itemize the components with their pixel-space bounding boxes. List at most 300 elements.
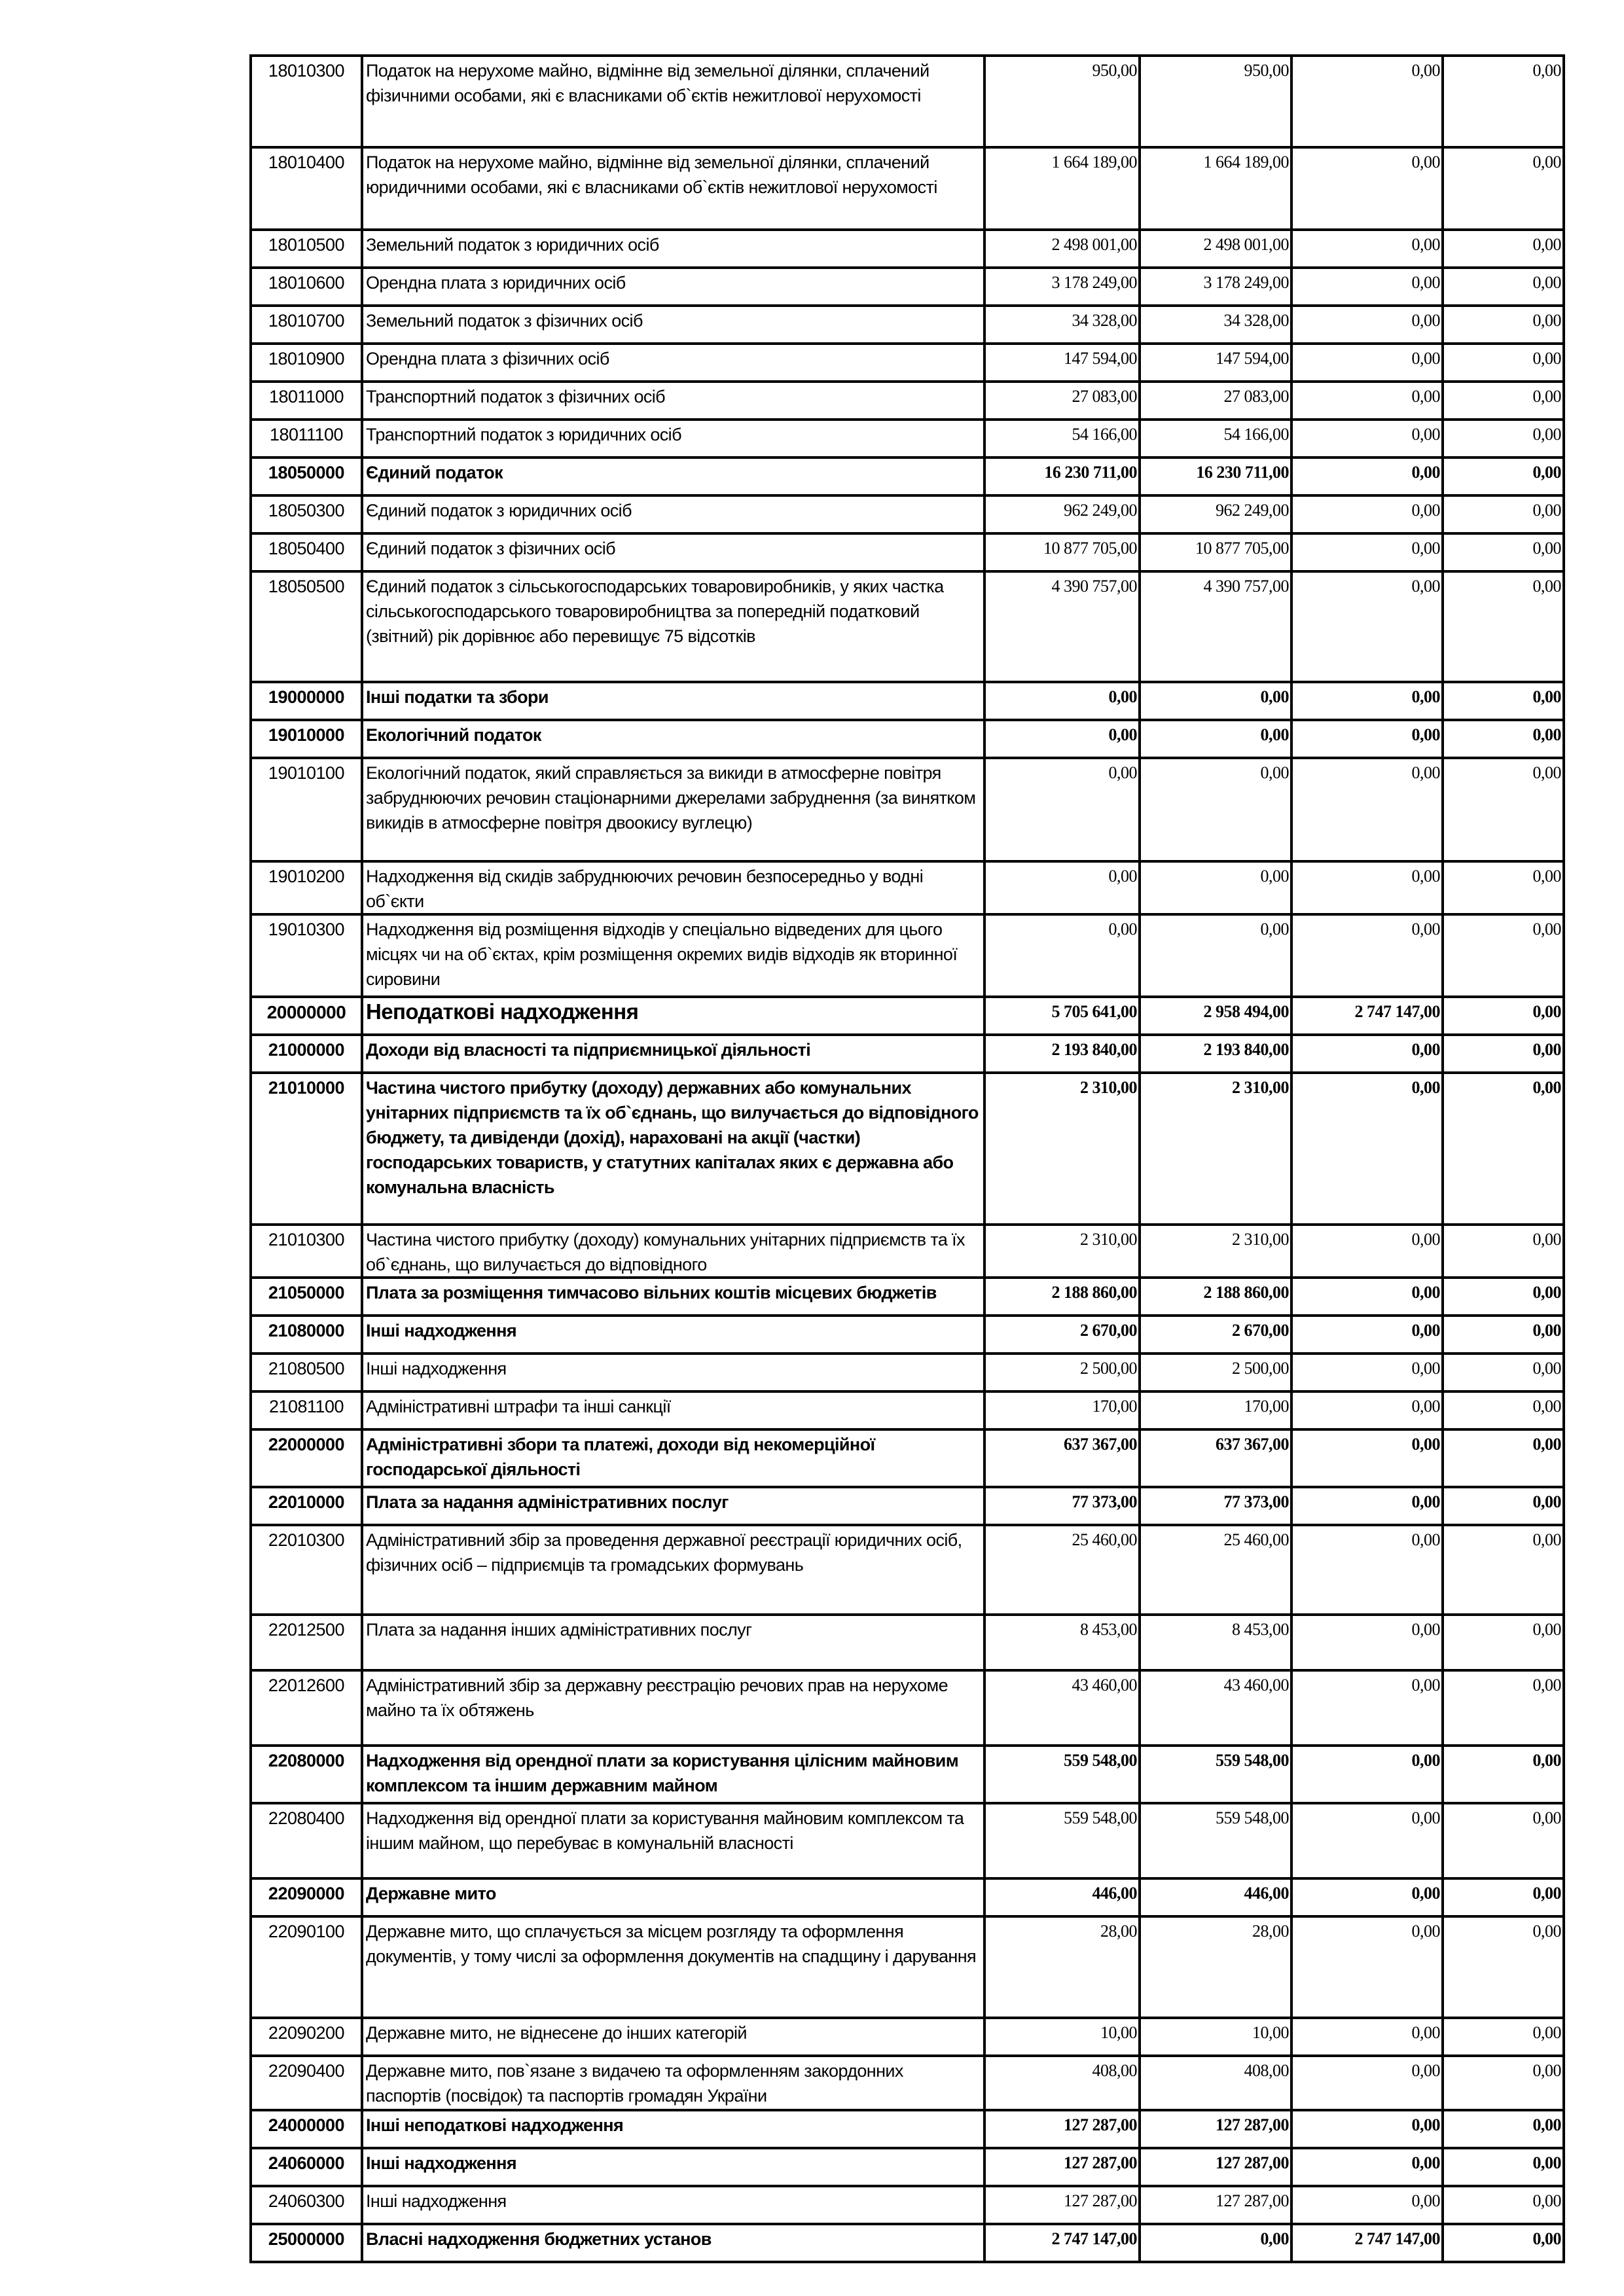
revenue-code <box>251 1746 362 1803</box>
plan-total-amount-text: 0,00 <box>1108 687 1137 706</box>
general-fund-amount-text: 3 178 249,00 <box>1203 273 1289 292</box>
special-fund-amount <box>1291 861 1443 914</box>
revenue-name <box>362 344 984 382</box>
revenue-name-text: Інші надходження <box>366 2191 507 2211</box>
revenue-name <box>362 495 984 533</box>
development-fund-amount <box>1443 758 1564 861</box>
special-fund-amount-text: 0,00 <box>1411 920 1440 939</box>
revenue-code-text: 22090400 <box>268 2061 345 2081</box>
development-fund-amount-text: 0,00 <box>1532 387 1561 406</box>
development-fund-amount <box>1443 997 1564 1035</box>
plan-total-amount <box>984 1487 1140 1525</box>
revenue-code <box>251 1670 362 1746</box>
special-fund-amount-text: 0,00 <box>1411 1359 1440 1378</box>
development-fund-amount <box>1443 1073 1564 1225</box>
revenue-table <box>249 54 1565 2263</box>
development-fund-amount <box>1443 382 1564 420</box>
revenue-name-text: Інші надходження <box>366 1321 516 1340</box>
table-row <box>251 344 1564 382</box>
special-fund-amount-text: 0,00 <box>1411 1040 1440 1059</box>
table-row <box>251 720 1564 758</box>
special-fund-amount-text: 0,00 <box>1411 539 1440 558</box>
revenue-name <box>362 56 984 147</box>
special-fund-amount-text: 0,00 <box>1411 1321 1440 1340</box>
general-fund-amount-text: 2 958 494,00 <box>1203 1002 1289 1021</box>
development-fund-amount <box>1443 682 1564 720</box>
general-fund-amount-text: 2 188 860,00 <box>1203 1283 1289 1302</box>
plan-total-amount <box>984 1525 1140 1615</box>
revenue-code-text: 21080000 <box>268 1321 345 1340</box>
special-fund-amount <box>1291 1670 1443 1746</box>
development-fund-amount-text: 0,00 <box>1532 2191 1561 2210</box>
development-fund-amount-text: 0,00 <box>1532 1620 1561 1639</box>
revenue-code <box>251 914 362 997</box>
table-row <box>251 1615 1564 1670</box>
general-fund-amount-text: 2 500,00 <box>1232 1359 1289 1378</box>
development-fund-amount-text: 0,00 <box>1532 2153 1561 2172</box>
development-fund-amount <box>1443 1278 1564 1316</box>
development-fund-amount-text: 0,00 <box>1532 1359 1561 1378</box>
revenue-name <box>362 1916 984 2018</box>
development-fund-amount-text: 0,00 <box>1532 235 1561 254</box>
table-row <box>251 2110 1564 2148</box>
general-fund-amount-text: 27 083,00 <box>1223 387 1289 406</box>
revenue-code <box>251 2224 362 2262</box>
general-fund-amount-text: 559 548,00 <box>1216 1751 1289 1770</box>
general-fund-amount <box>1140 861 1291 914</box>
revenue-name-text: Надходження від орендної плати за користування майновим комплексом та іншим майном, що перебуває в комунальній власності <box>366 1808 964 1853</box>
development-fund-amount-text: 0,00 <box>1532 577 1561 596</box>
revenue-code-text: 22090100 <box>268 1922 345 1941</box>
special-fund-amount-text: 0,00 <box>1411 2023 1440 2042</box>
revenue-name-text: Земельний податок з юридичних осіб <box>366 235 659 255</box>
table-row <box>251 1429 1564 1487</box>
revenue-code-text: 18010300 <box>268 61 345 81</box>
special-fund-amount-text: 0,00 <box>1411 2153 1440 2172</box>
table-row <box>251 2018 1564 2056</box>
special-fund-amount <box>1291 2186 1443 2224</box>
development-fund-amount-text: 0,00 <box>1532 349 1561 368</box>
special-fund-amount <box>1291 1746 1443 1803</box>
general-fund-amount-text: 0,00 <box>1260 763 1289 782</box>
revenue-code <box>251 2018 362 2056</box>
plan-total-amount <box>984 1615 1140 1670</box>
revenue-code <box>251 1316 362 1354</box>
plan-total-amount-text: 559 548,00 <box>1064 1751 1137 1770</box>
revenue-code-text: 22090000 <box>268 1884 345 1903</box>
revenue-name-text: Державне мито, не віднесене до інших категорій <box>366 2023 747 2043</box>
revenue-name-text: Єдиний податок з фізичних осіб <box>366 539 616 558</box>
general-fund-amount-text: 147 594,00 <box>1216 349 1289 368</box>
revenue-name <box>362 1525 984 1615</box>
development-fund-amount <box>1443 495 1564 533</box>
plan-total-amount <box>984 1429 1140 1487</box>
table-row <box>251 420 1564 457</box>
development-fund-amount-text: 0,00 <box>1532 1751 1561 1770</box>
revenue-name-text: Надходження від розміщення відходів у спеціально відведених для цього місцях чи на об`єктах, крім розміщення окремих видів відходів як вторинної сировини <box>366 920 958 989</box>
general-fund-amount-text: 446,00 <box>1244 1884 1289 1903</box>
plan-total-amount-text: 2 498 001,00 <box>1051 235 1137 254</box>
development-fund-amount <box>1443 2018 1564 2056</box>
revenue-code-text: 22000000 <box>268 1435 345 1454</box>
table-row <box>251 1746 1564 1803</box>
special-fund-amount <box>1291 1391 1443 1429</box>
revenue-code-text: 22010000 <box>268 1492 345 1512</box>
special-fund-amount <box>1291 56 1443 147</box>
general-fund-amount-text: 0,00 <box>1260 2229 1289 2248</box>
special-fund-amount-text: 0,00 <box>1411 463 1440 482</box>
special-fund-amount-text: 0,00 <box>1411 1676 1440 1695</box>
plan-total-amount <box>984 914 1140 997</box>
special-fund-amount-text: 0,00 <box>1411 61 1440 80</box>
special-fund-amount <box>1291 1803 1443 1878</box>
revenue-name-text: Державне мито <box>366 1884 496 1903</box>
revenue-code-text: 19000000 <box>268 687 345 707</box>
special-fund-amount-text: 0,00 <box>1411 1884 1440 1903</box>
revenue-code <box>251 1525 362 1615</box>
development-fund-amount <box>1443 2056 1564 2110</box>
revenue-code-text: 24000000 <box>268 2115 345 2135</box>
general-fund-amount <box>1140 1278 1291 1316</box>
revenue-code <box>251 1487 362 1525</box>
revenue-code <box>251 457 362 495</box>
table-row <box>251 682 1564 720</box>
plan-total-amount-text: 25 460,00 <box>1072 1530 1137 1549</box>
plan-total-amount-text: 0,00 <box>1108 725 1137 744</box>
special-fund-amount-text: 0,00 <box>1411 763 1440 782</box>
general-fund-amount <box>1140 1225 1291 1278</box>
general-fund-amount <box>1140 268 1291 306</box>
general-fund-amount <box>1140 2018 1291 2056</box>
plan-total-amount-text: 559 548,00 <box>1064 1808 1137 1827</box>
plan-total-amount-text: 2 747 147,00 <box>1051 2229 1137 2248</box>
plan-total-amount-text: 16 230 711,00 <box>1044 463 1137 482</box>
plan-total-amount-text: 950,00 <box>1092 61 1137 80</box>
revenue-name-text: Частина чистого прибутку (доходу) державних або комунальних унітарних підприємств та їх об`єднань, що вилучається до відповідного бюджету, та дивіденди (дохід), нараховані на акції (частки) господарських товариств, у статутних капіталах яких є державна або комунальна власність <box>366 1078 979 1197</box>
table-row <box>251 1916 1564 2018</box>
development-fund-amount-text: 0,00 <box>1532 501 1561 520</box>
special-fund-amount <box>1291 457 1443 495</box>
development-fund-amount <box>1443 1225 1564 1278</box>
special-fund-amount-text: 0,00 <box>1411 1751 1440 1770</box>
table-row <box>251 230 1564 268</box>
revenue-code-text: 21010000 <box>268 1078 345 1098</box>
general-fund-amount <box>1140 571 1291 682</box>
special-fund-amount <box>1291 1354 1443 1391</box>
revenue-name <box>362 2018 984 2056</box>
special-fund-amount <box>1291 571 1443 682</box>
revenue-name <box>362 1316 984 1354</box>
revenue-name-text: Інші податки та збори <box>366 687 549 707</box>
revenue-code-text: 24060000 <box>268 2153 345 2173</box>
plan-total-amount <box>984 1073 1140 1225</box>
table-row <box>251 1035 1564 1073</box>
revenue-name <box>362 997 984 1035</box>
general-fund-amount <box>1140 914 1291 997</box>
revenue-code <box>251 1615 362 1670</box>
development-fund-amount <box>1443 147 1564 230</box>
revenue-name <box>362 2148 984 2186</box>
general-fund-amount-text: 8 453,00 <box>1232 1620 1289 1639</box>
development-fund-amount-text: 0,00 <box>1532 1808 1561 1827</box>
revenue-code-text: 18050500 <box>268 577 345 596</box>
development-fund-amount <box>1443 344 1564 382</box>
general-fund-amount-text: 1 664 189,00 <box>1203 152 1289 171</box>
revenue-code-text: 18011000 <box>268 387 344 406</box>
special-fund-amount <box>1291 1487 1443 1525</box>
revenue-code <box>251 1035 362 1073</box>
revenue-code <box>251 306 362 344</box>
development-fund-amount <box>1443 1429 1564 1487</box>
plan-total-amount <box>984 382 1140 420</box>
revenue-name-text: Екологічний податок, який справляється за викиди в атмосферне повітря забруднюючих речовин стаціонарними джерелами забруднення (за винятком викидів в атмосферне повітря двоокису вуглецю) <box>366 763 976 833</box>
plan-total-amount-text: 27 083,00 <box>1072 387 1137 406</box>
revenue-name <box>362 571 984 682</box>
special-fund-amount <box>1291 997 1443 1035</box>
revenue-code-text: 20000000 <box>266 1002 346 1022</box>
revenue-name <box>362 1278 984 1316</box>
development-fund-amount-text: 0,00 <box>1532 1492 1561 1511</box>
special-fund-amount-text: 0,00 <box>1411 2061 1440 2080</box>
plan-total-amount-text: 637 367,00 <box>1064 1435 1137 1454</box>
general-fund-amount-text: 77 373,00 <box>1223 1492 1289 1511</box>
general-fund-amount <box>1140 1487 1291 1525</box>
special-fund-amount <box>1291 1316 1443 1354</box>
special-fund-amount <box>1291 1916 1443 2018</box>
table-row <box>251 758 1564 861</box>
development-fund-amount-text: 0,00 <box>1532 687 1561 706</box>
revenue-code <box>251 1803 362 1878</box>
revenue-code <box>251 56 362 147</box>
special-fund-amount <box>1291 533 1443 571</box>
table-row <box>251 1073 1564 1225</box>
special-fund-amount-text: 0,00 <box>1411 577 1440 596</box>
special-fund-amount <box>1291 420 1443 457</box>
special-fund-amount <box>1291 682 1443 720</box>
general-fund-amount <box>1140 758 1291 861</box>
table-row <box>251 2056 1564 2110</box>
special-fund-amount-text: 0,00 <box>1411 1078 1440 1097</box>
table-row <box>251 268 1564 306</box>
revenue-name <box>362 230 984 268</box>
plan-total-amount-text: 1 664 189,00 <box>1051 152 1137 171</box>
table-row <box>251 1525 1564 1615</box>
general-fund-amount <box>1140 1916 1291 2018</box>
plan-total-amount <box>984 268 1140 306</box>
special-fund-amount-text: 0,00 <box>1411 235 1440 254</box>
general-fund-amount-text: 0,00 <box>1260 920 1289 939</box>
development-fund-amount-text: 0,00 <box>1532 2229 1561 2248</box>
development-fund-amount <box>1443 533 1564 571</box>
development-fund-amount <box>1443 1615 1564 1670</box>
revenue-code-text: 22012600 <box>268 1676 345 1695</box>
development-fund-amount <box>1443 457 1564 495</box>
general-fund-amount <box>1140 420 1291 457</box>
table-row <box>251 306 1564 344</box>
general-fund-amount <box>1140 1670 1291 1746</box>
revenue-code-text: 19010000 <box>268 725 345 745</box>
general-fund-amount <box>1140 1354 1291 1391</box>
plan-total-amount <box>984 1225 1140 1278</box>
plan-total-amount-text: 127 287,00 <box>1064 2153 1137 2172</box>
special-fund-amount <box>1291 1035 1443 1073</box>
plan-total-amount-text: 4 390 757,00 <box>1051 577 1137 596</box>
revenue-name <box>362 914 984 997</box>
general-fund-amount <box>1140 2110 1291 2148</box>
general-fund-amount <box>1140 533 1291 571</box>
revenue-code <box>251 1878 362 1916</box>
revenue-code <box>251 495 362 533</box>
development-fund-amount <box>1443 268 1564 306</box>
plan-total-amount-text: 5 705 641,00 <box>1051 1002 1137 1021</box>
revenue-name <box>362 147 984 230</box>
general-fund-amount <box>1140 457 1291 495</box>
table-row <box>251 1487 1564 1525</box>
plan-total-amount-text: 0,00 <box>1108 867 1137 886</box>
revenue-name <box>362 420 984 457</box>
plan-total-amount <box>984 306 1140 344</box>
revenue-name <box>362 2224 984 2262</box>
revenue-code <box>251 1354 362 1391</box>
special-fund-amount <box>1291 2056 1443 2110</box>
plan-total-amount-text: 962 249,00 <box>1064 501 1137 520</box>
general-fund-amount <box>1140 1073 1291 1225</box>
plan-total-amount <box>984 2018 1140 2056</box>
revenue-code-text: 18010500 <box>268 235 345 255</box>
special-fund-amount-text: 0,00 <box>1411 1283 1440 1302</box>
development-fund-amount-text: 0,00 <box>1532 1530 1561 1549</box>
special-fund-amount <box>1291 2110 1443 2148</box>
plan-total-amount-text: 147 594,00 <box>1064 349 1137 368</box>
table-row <box>251 56 1564 147</box>
plan-total-amount-text: 127 287,00 <box>1064 2191 1137 2210</box>
revenue-name <box>362 2186 984 2224</box>
plan-total-amount <box>984 1746 1140 1803</box>
plan-total-amount <box>984 2110 1140 2148</box>
development-fund-amount <box>1443 2224 1564 2262</box>
revenue-name-text: Транспортний податок з юридичних осіб <box>366 425 681 444</box>
general-fund-amount-text: 127 287,00 <box>1216 2191 1289 2210</box>
development-fund-amount <box>1443 1487 1564 1525</box>
revenue-name-text: Надходження від скидів забруднюючих речовин безпосередньо у водні об`єкти <box>366 867 924 910</box>
revenue-name <box>362 1746 984 1803</box>
revenue-code-text: 19010100 <box>268 763 345 783</box>
special-fund-amount-text: 0,00 <box>1411 152 1440 171</box>
special-fund-amount-text: 0,00 <box>1411 349 1440 368</box>
revenue-code <box>251 344 362 382</box>
revenue-code <box>251 997 362 1035</box>
revenue-name <box>362 758 984 861</box>
special-fund-amount <box>1291 1878 1443 1916</box>
development-fund-amount-text: 0,00 <box>1532 1397 1561 1416</box>
special-fund-amount-text: 0,00 <box>1411 311 1440 330</box>
general-fund-amount-text: 170,00 <box>1244 1397 1289 1416</box>
revenue-name-text: Транспортний податок з фізичних осіб <box>366 387 666 406</box>
plan-total-amount <box>984 571 1140 682</box>
special-fund-amount-text: 0,00 <box>1411 1808 1440 1827</box>
plan-total-amount-text: 2 670,00 <box>1080 1321 1137 1340</box>
revenue-name-text: Єдиний податок з юридичних осіб <box>366 501 632 520</box>
revenue-code-text: 21080500 <box>268 1359 345 1378</box>
plan-total-amount <box>984 56 1140 147</box>
general-fund-amount-text: 2 670,00 <box>1232 1321 1289 1340</box>
development-fund-amount <box>1443 1354 1564 1391</box>
development-fund-amount-text: 0,00 <box>1532 2115 1561 2134</box>
table-row <box>251 147 1564 230</box>
revenue-name-text: Частина чистого прибутку (доходу) комунальних унітарних підприємств та їх об`єднань, що вилучається до відповідного <box>366 1230 965 1274</box>
special-fund-amount-text: 0,00 <box>1411 273 1440 292</box>
special-fund-amount-text: 2 747 147,00 <box>1354 2229 1440 2248</box>
development-fund-amount-text: 0,00 <box>1532 152 1561 171</box>
table-row <box>251 1803 1564 1878</box>
revenue-code <box>251 533 362 571</box>
revenue-name <box>362 682 984 720</box>
revenue-name-text: Інші надходження <box>366 2153 516 2173</box>
special-fund-amount <box>1291 1225 1443 1278</box>
revenue-code-text: 22010300 <box>268 1530 345 1550</box>
special-fund-amount <box>1291 1278 1443 1316</box>
plan-total-amount-text: 0,00 <box>1108 763 1137 782</box>
development-fund-amount-text: 0,00 <box>1532 763 1561 782</box>
table-row <box>251 382 1564 420</box>
plan-total-amount <box>984 720 1140 758</box>
revenue-code <box>251 2186 362 2224</box>
general-fund-amount-text: 54 166,00 <box>1223 425 1289 444</box>
general-fund-amount-text: 408,00 <box>1244 2061 1289 2080</box>
general-fund-amount <box>1140 147 1291 230</box>
revenue-name <box>362 861 984 914</box>
table-row <box>251 1670 1564 1746</box>
table-row <box>251 1225 1564 1278</box>
revenue-code-text: 22090200 <box>268 2023 345 2043</box>
revenue-name-text: Плата за надання інших адміністративних послуг <box>366 1620 752 1640</box>
revenue-code-text: 21010300 <box>268 1230 345 1249</box>
plan-total-amount-text: 2 310,00 <box>1080 1078 1137 1097</box>
revenue-name-text: Власні надходження бюджетних установ <box>366 2229 712 2249</box>
revenue-code-text: 18050400 <box>268 539 345 558</box>
general-fund-amount <box>1140 682 1291 720</box>
development-fund-amount <box>1443 1916 1564 2018</box>
table-row <box>251 1278 1564 1316</box>
table-row <box>251 997 1564 1035</box>
revenue-name <box>362 1354 984 1391</box>
revenue-name <box>362 1391 984 1429</box>
development-fund-amount-text: 0,00 <box>1532 1676 1561 1695</box>
general-fund-amount-text: 127 287,00 <box>1216 2153 1289 2172</box>
plan-total-amount-text: 2 188 860,00 <box>1051 1283 1137 1302</box>
table-row <box>251 2186 1564 2224</box>
revenue-code-text: 18011100 <box>269 425 344 444</box>
plan-total-amount <box>984 230 1140 268</box>
general-fund-amount-text: 950,00 <box>1244 61 1289 80</box>
development-fund-amount-text: 0,00 <box>1532 425 1561 444</box>
development-fund-amount <box>1443 1803 1564 1878</box>
special-fund-amount <box>1291 2224 1443 2262</box>
development-fund-amount-text: 0,00 <box>1532 2061 1561 2080</box>
general-fund-amount <box>1140 1525 1291 1615</box>
revenue-code-text: 19010300 <box>268 920 345 939</box>
special-fund-amount <box>1291 2018 1443 2056</box>
general-fund-amount <box>1140 1878 1291 1916</box>
special-fund-amount <box>1291 2148 1443 2186</box>
general-fund-amount-text: 0,00 <box>1260 687 1289 706</box>
general-fund-amount <box>1140 344 1291 382</box>
plan-total-amount-text: 8 453,00 <box>1080 1620 1137 1639</box>
revenue-name-text: Земельний податок з фізичних осіб <box>366 311 643 331</box>
revenue-name <box>362 1073 984 1225</box>
plan-total-amount <box>984 758 1140 861</box>
plan-total-amount-text: 446,00 <box>1092 1884 1137 1903</box>
